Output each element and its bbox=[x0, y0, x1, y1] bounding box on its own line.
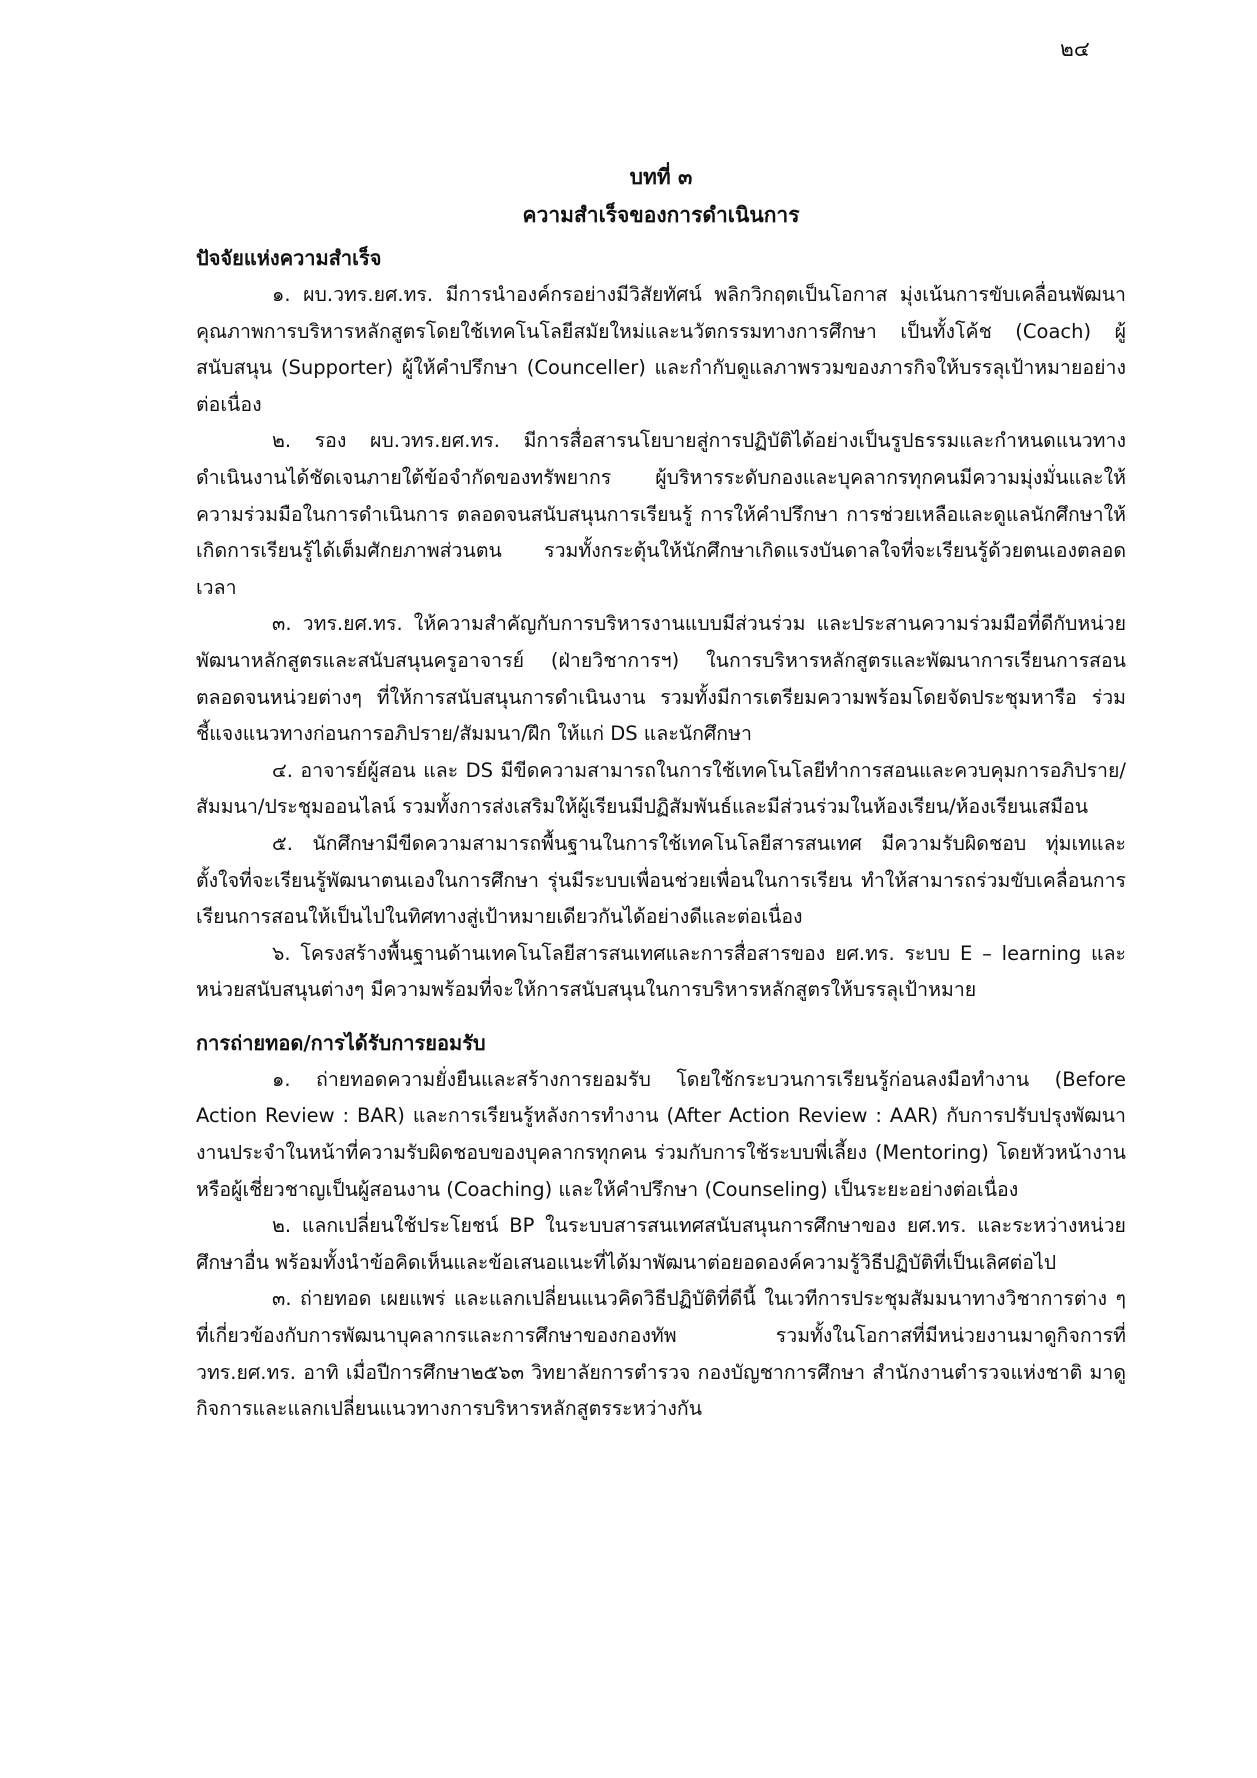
paragraph: ๔. อาจารย์ผู้สอน และ DS มีขีดความสามารถในการใช้เทคโนโลยีทำการสอนและควบคุมการอภิปราย/สัมมนา/ประชุมออนไลน์ รวมทั้งการส่งเสริมให้ผู้เรียนมีปฏิสัมพันธ์และมีส่วนร่วมในห้องเรียน/ห้องเรียนเสมือน bbox=[196, 758, 1126, 819]
paragraph: ๑. ผบ.วทร.ยศ.ทร. มีการนำองค์กรอย่างมีวิสัยทัศน์ พลิกวิกฤตเป็นโอกาส มุ่งเน้นการขับเคลื่อนพัฒนาคุณภาพการบริหารหลักสูตรโดยใช้เทคโนโลยีสมัยใหม่และนวัตกรรมทางการศึกษา เป็นทั้งโค้ช (Coach) ผู้สนับสนุน (Supporter) ผู้ให้คำปรึกษา (Counceller) และกำกับดูแลภาพรวมของภารกิจให้บรรลุเป้าหมายอย่างต่อเนื่อง bbox=[196, 283, 1126, 416]
section-transfer-acceptance bbox=[196, 1025, 1126, 1428]
paragraph: ๖. โครงสร้างพื้นฐานด้านเทคโนโลยีสารสนเทศและการสื่อสารของ ยศ.ทร. ระบบ E – learning และหน่วยสนับสนุนต่างๆ มีความพร้อมที่จะให้การสนับสนุนในการบริหารหลักสูตรให้บรรลุเป้าหมาย bbox=[196, 941, 1126, 1002]
paragraph: ๒. แลกเปลี่ยนใช้ประโยชน์ BP ในระบบสารสนเทศสนับสนุนการศึกษาของ ยศ.ทร. และระหว่างหน่วยศึกษาอื่น พร้อมทั้งนำข้อคิดเห็นและข้อเสนอแนะที่ได้มาพัฒนาต่อยอดองค์ความรู้วิธีปฏิบัติที่เป็นเลิศต่อไป bbox=[196, 1214, 1126, 1274]
page-number: ๒๔ bbox=[1060, 37, 1090, 61]
chapter-number: บทที่ ๓ bbox=[629, 165, 693, 189]
section-success-factors bbox=[196, 240, 1126, 1009]
chapter-title: ความสำเร็จของการดำเนินการ bbox=[522, 203, 800, 227]
section-heading: การถ่ายทอด/การได้รับการยอมรับ bbox=[196, 1030, 486, 1055]
paragraph: ๓. ถ่ายทอด เผยแพร่ และแลกเปลี่ยนแนวคิดวิธีปฏิบัติที่ดีนี้ ในเวทีการประชุมสัมมนาทางวิชาการต่าง ๆ ที่เกี่ยวข้องกับการพัฒนาบุคลากรและการศึกษาของกองทัพ รวมทั้งในโอกาสที่มีหน่วยงานมาดูกิจการที่ วทร.ยศ.ทร. อาทิ เมื่อปีการศึกษา๒๕๖๓ วิทยาลัยการตำรวจ กองบัญชาการศึกษา สำนักงานตำรวจแห่งชาติ มาดูกิจการและแลกเปลี่ยนแนวทางการบริหารหลักสูตรระหว่างกัน bbox=[196, 1287, 1126, 1421]
paragraph: ๓. วทร.ยศ.ทร. ให้ความสำคัญกับการบริหารงานแบบมีส่วนร่วม และประสานความร่วมมือที่ดีกับหน่วยพัฒนาหลักสูตรและสนับสนุนครูอาจารย์ (ฝ่ายวิชาการฯ) ในการบริหารหลักสูตรและพัฒนาการเรียนการสอน ตลอดจนหน่วยต่างๆ ที่ให้การสนับสนุนการดำเนินงาน รวมทั้งมีการเตรียมความพร้อมโดยจัดประชุมหารือ ร่วมชี้แจงแนวทางก่อนการอภิปราย/สัมมนา/ฝึก ให้แก่ DS และนักศึกษา bbox=[196, 612, 1126, 746]
section-gap bbox=[196, 1009, 1126, 1025]
paragraph: ๑. ถ่ายทอดความยั่งยืนและสร้างการยอมรับ โดยใช้กระบวนการเรียนรู้ก่อนลงมือทำงาน (Before Action Review : BAR) และการเรียนรู้หลังการทำงาน (After Action Review : AAR) กับการปรับปรุงพัฒนางานประจำในหน้าที่ความรับผิดชอบของบุคลากรทุกคน ร่วมกับการใช้ระบบพี่เลี้ยง (Mentoring) โดยหัวหน้างานหรือผู้เชี่ยวชาญเป็นผู้สอนงาน (Coaching) และให้คำปรึกษา (Counseling) เป็นระยะอย่างต่อเนื่อง bbox=[196, 1067, 1126, 1201]
section-heading: ปัจจัยแห่งความสำเร็จ bbox=[196, 246, 382, 270]
paragraph: ๒. รอง ผบ.วทร.ยศ.ทร. มีการสื่อสารนโยบายสู่การปฏิบัติได้อย่างเป็นรูปธรรมและกำหนดแนวทางดำเนินงานได้ชัดเจนภายใต้ข้อจำกัดของทรัพยากร ผู้บริหารระดับกองและบุคลากรทุกคนมีความมุ่งมั่นและให้ความร่วมมือในการดำเนินการ ตลอดจนสนับสนุนการเรียนรู้ การให้คำปรึกษา การช่วยเหลือและดูแลนักศึกษาให้เกิดการเรียนรู้ได้เต็มศักยภาพส่วนตน รวมทั้งกระตุ้นให้นักศึกษาเกิดแรงบันดาลใจที่จะเรียนรู้ด้วยตนเองตลอดเวลา bbox=[196, 429, 1126, 599]
paragraph: ๕. นักศึกษามีขีดความสามารถพื้นฐานในการใช้เทคโนโลยีสารสนเทศ มีความรับผิดชอบ ทุ่มเทและตั้งใจที่จะเรียนรู้พัฒนาตนเองในการศึกษา รุ่นมีระบบเพื่อนช่วยเพื่อนในการเรียน ทำให้สามารถร่วมขับเคลื่อนการเรียนการสอนให้เป็นไปในทิศทางสู่เป้าหมายเดียวกันได้อย่างดีและต่อเนื่อง bbox=[196, 831, 1126, 929]
document-body bbox=[196, 158, 1126, 1428]
